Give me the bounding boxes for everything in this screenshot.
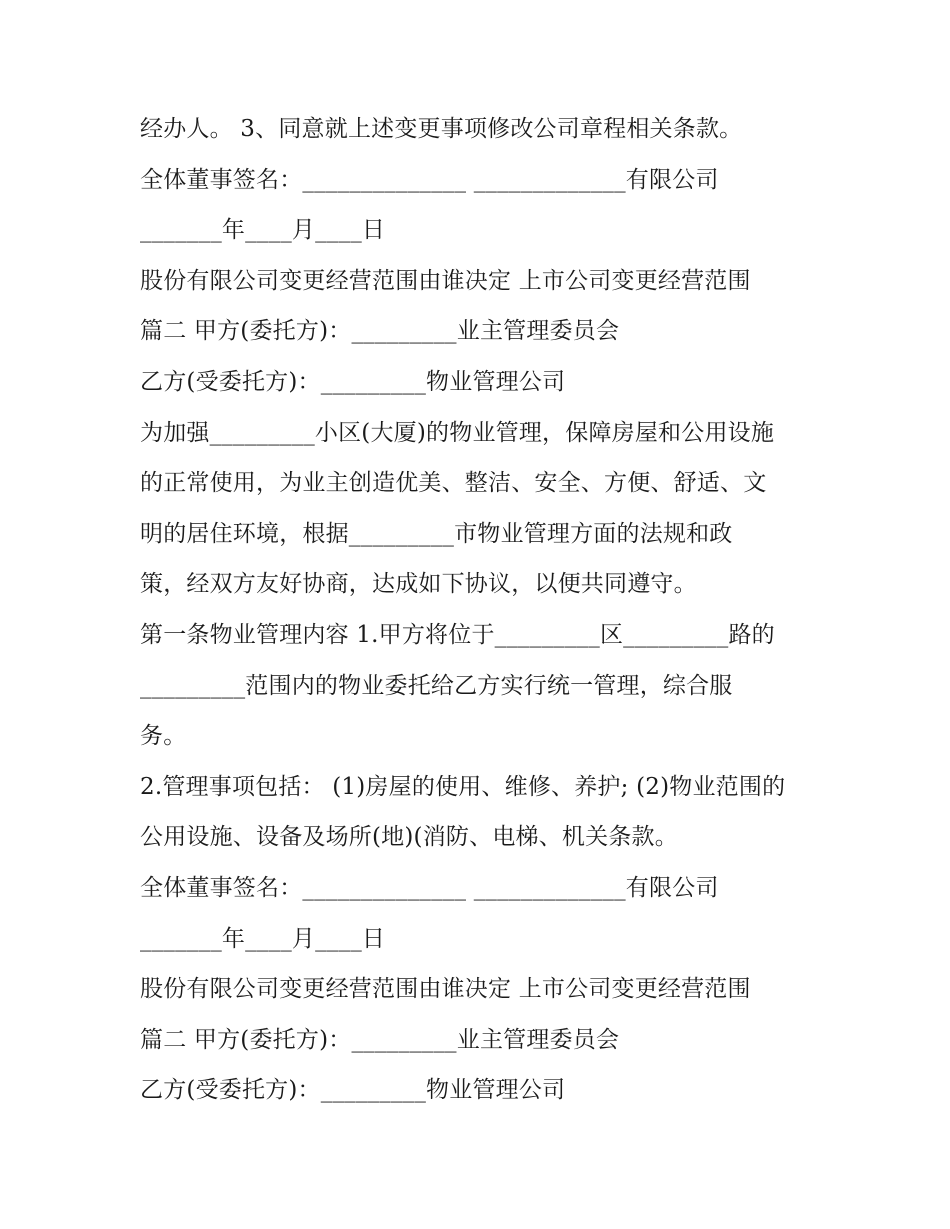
signature-line: 全体董事签名：______________ _____________有限公司 (140, 875, 719, 901)
article-line: _________范围内的物业委托给乙方实行统一管理，综合服 (140, 673, 733, 699)
management-items-line: 2.管理事项包括： (1)房屋的使用、维修、养护; (2)物业范围的 (140, 774, 786, 800)
paragraph-line: 为加强_________小区(大厦)的物业管理，保障房屋和公用设施 (140, 420, 775, 446)
party-a-line: 篇二 甲方(委托方)：_________业主管理委员会 (140, 318, 620, 344)
date-line: _______年____月____日 (140, 217, 386, 243)
party-b-line: 乙方(受委托方)：_________物业管理公司 (140, 369, 566, 395)
article-line: 务。 (140, 723, 187, 749)
paragraph-line: 策，经双方友好协商，达成如下协议，以便共同遵守。 (140, 571, 697, 597)
section-heading: 股份有限公司变更经营范围由谁决定 上市公司变更经营范围 (140, 268, 751, 294)
paragraph-line: 明的居住环境，根据_________市物业管理方面的法规和政 (140, 521, 733, 547)
party-b-line: 乙方(受委托方)：_________物业管理公司 (140, 1077, 566, 1103)
article-line: 第一条物业管理内容 1.甲方将位于_________区_________路的 (140, 622, 775, 648)
date-line: _______年____月____日 (140, 926, 386, 952)
text-line-1: 经办人。 3、同意就上述变更事项修改公司章程相关条款。 (140, 116, 743, 142)
paragraph-line: 的正常使用，为业主创造优美、整洁、安全、方便、舒适、文 (140, 470, 767, 496)
management-items-line: 公用设施、设备及场所(地)(消防、电梯、机关条款。 (140, 824, 678, 850)
party-a-line: 篇二 甲方(委托方)：_________业主管理委员会 (140, 1027, 620, 1053)
section-heading: 股份有限公司变更经营范围由谁决定 上市公司变更经营范围 (140, 976, 751, 1002)
signature-line: 全体董事签名：______________ _____________有限公司 (140, 167, 719, 193)
